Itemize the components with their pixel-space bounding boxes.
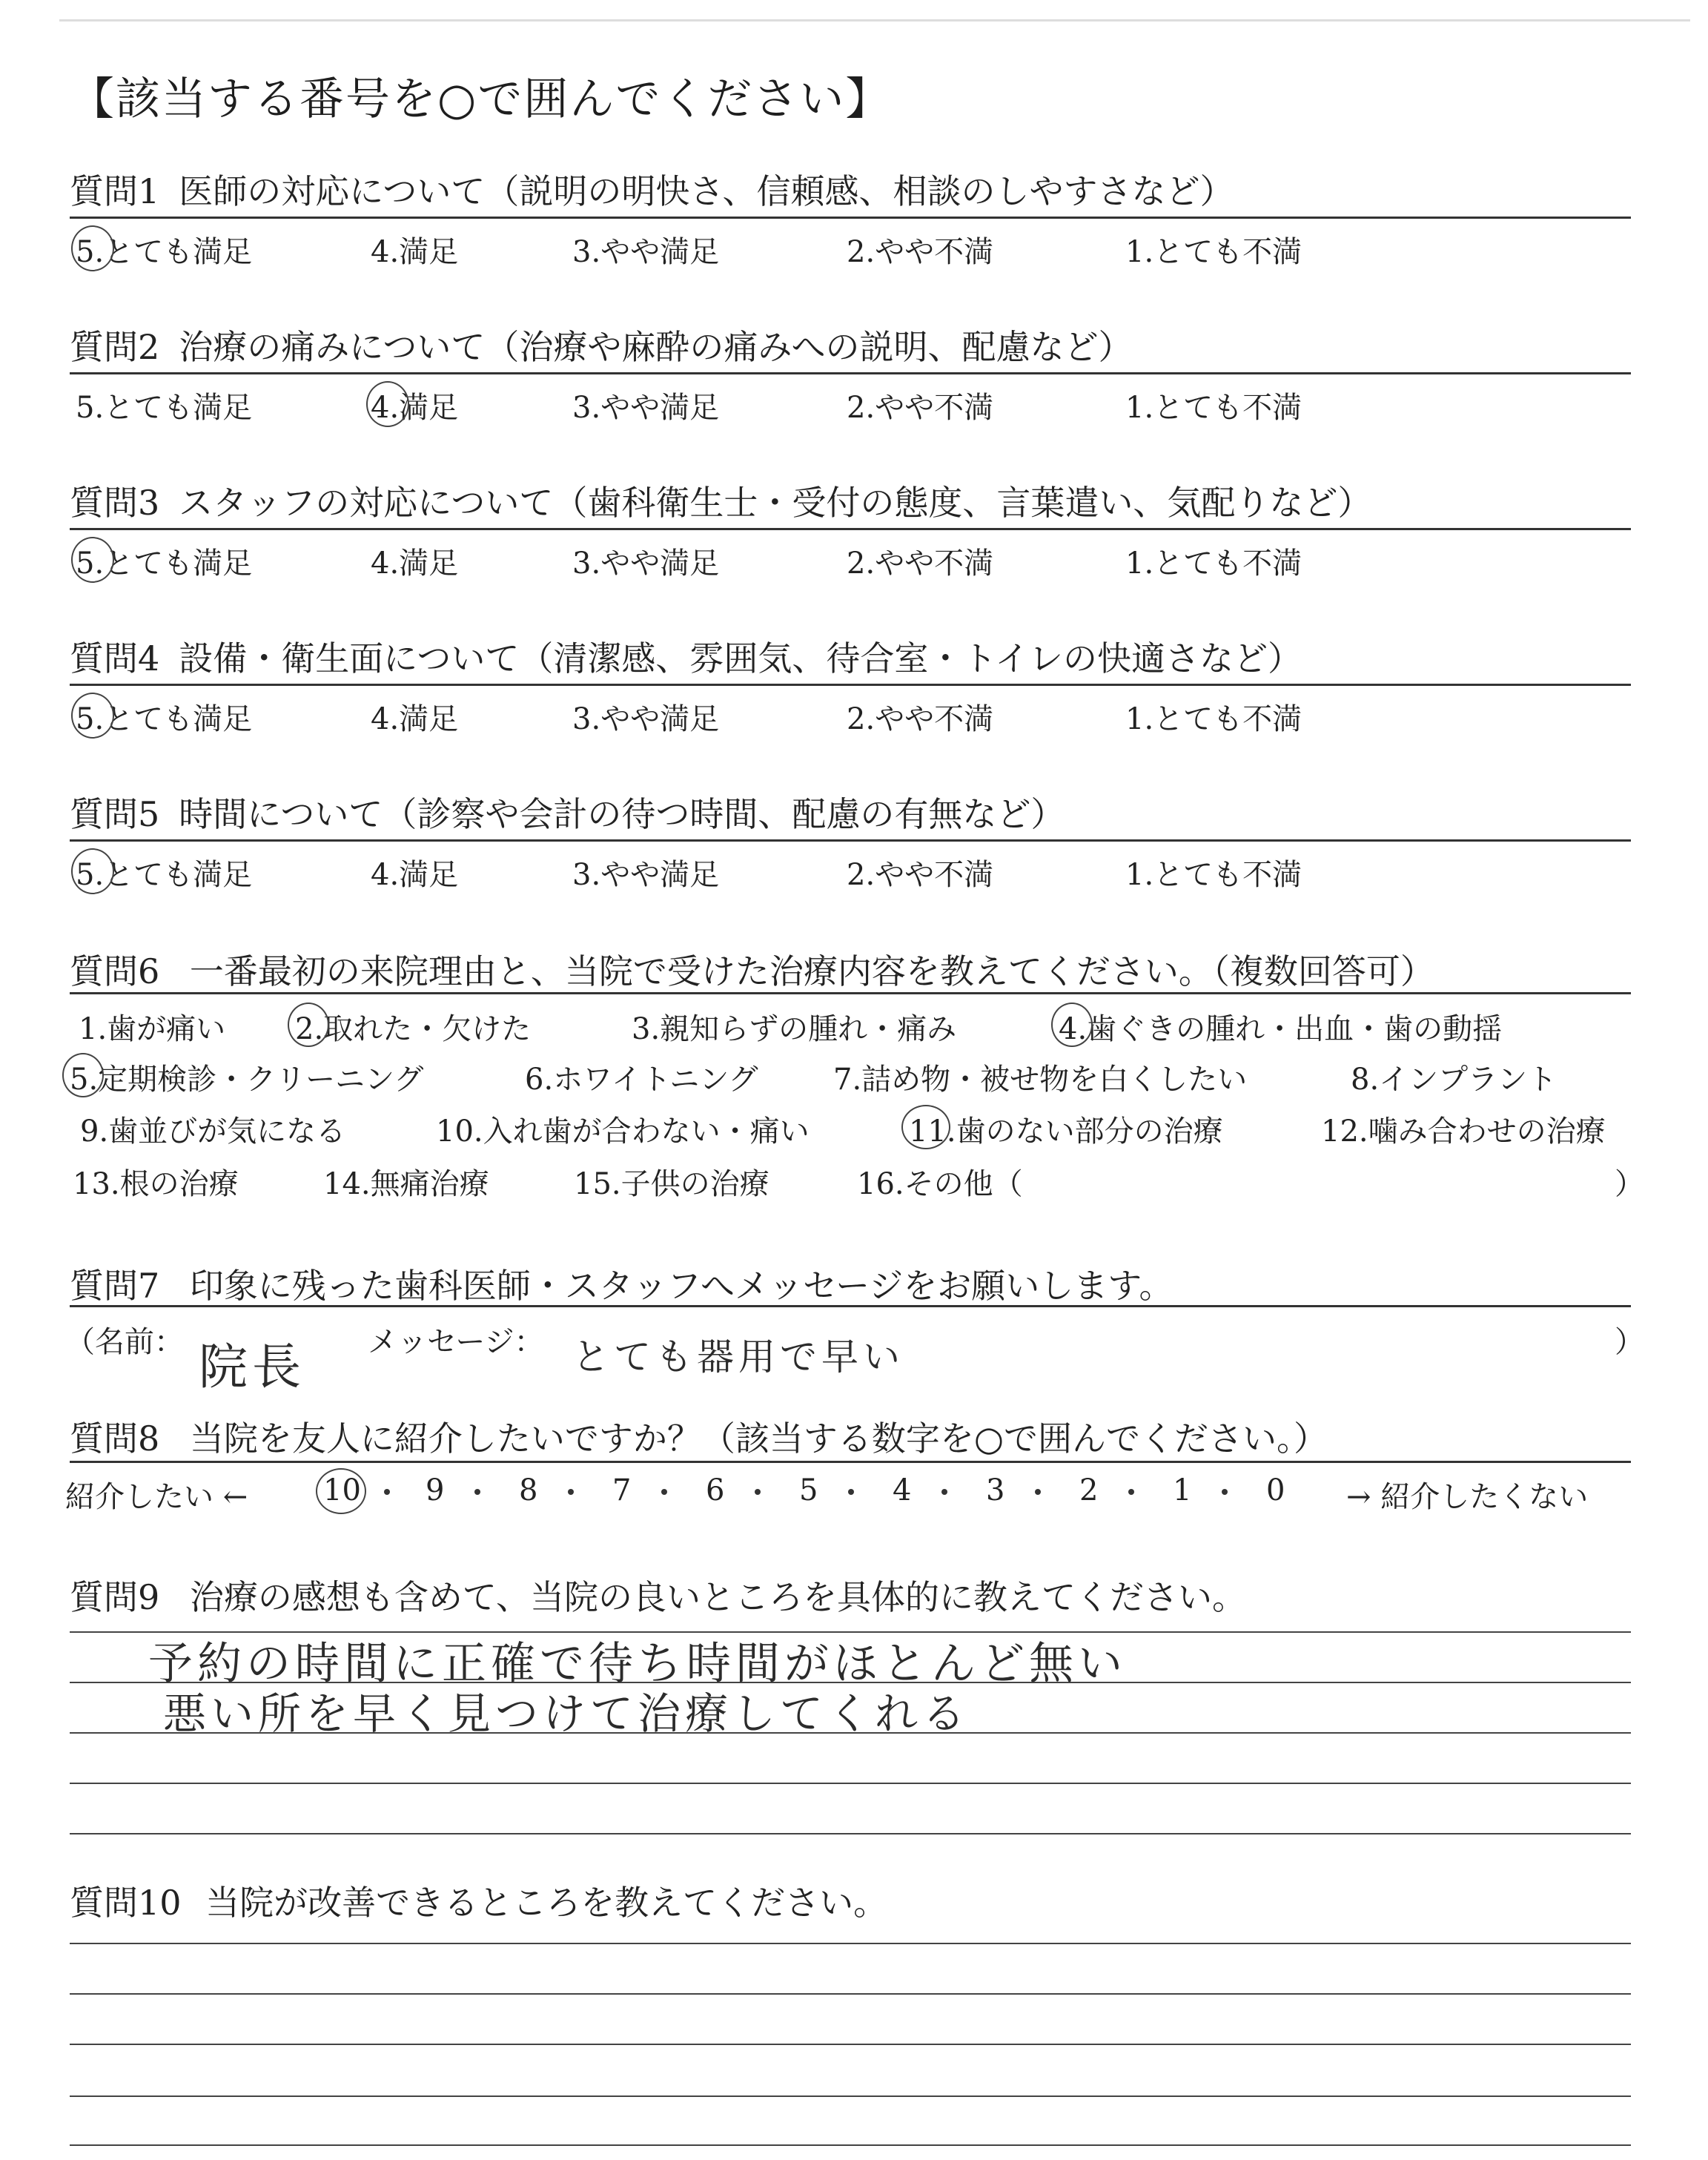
q7-heading: [70, 1259, 1174, 1308]
q8-scale-separator: [941, 1489, 947, 1495]
q2-option[interactable]: 2.やや不満: [847, 391, 994, 425]
q6-label: 質問6: [70, 951, 160, 991]
q1-option[interactable]: 4.満足: [371, 235, 459, 269]
selection-circle: [62, 1053, 104, 1097]
q6-option[interactable]: 12.噛み合わせの治療: [1321, 1114, 1606, 1149]
q3-text: スタッフの対応について（歯科衛生士・受付の態度、言葉遣い、気配りなど）: [179, 483, 1372, 523]
selection-circle: [316, 1468, 366, 1514]
q5-option[interactable]: 2.やや不満: [847, 858, 994, 892]
q8-scale-value[interactable]: 5: [799, 1473, 818, 1507]
q6-option[interactable]: 6.ホワイトニング: [525, 1063, 758, 1097]
q8-scale-separator: [1222, 1489, 1228, 1495]
q8-scale-value[interactable]: 10: [323, 1473, 361, 1507]
q6-option[interactable]: 13.根の治療: [73, 1167, 239, 1201]
q4-heading: [70, 632, 1302, 681]
q6-heading: [70, 945, 1434, 994]
q8-scale-value[interactable]: 2: [1079, 1473, 1099, 1507]
q3-heading: [70, 476, 1371, 525]
q6-option[interactable]: 5.定期検診・クリーニング: [70, 1063, 424, 1097]
q8-rule: [70, 1461, 1631, 1463]
q8-scale-separator: [1035, 1489, 1041, 1495]
q3-option[interactable]: 3.やや満足: [572, 546, 720, 581]
q7-name-label: （名前：: [65, 1325, 184, 1359]
q1-heading: [70, 165, 1234, 214]
q1-option[interactable]: 5.とても満足: [76, 235, 253, 269]
page-top-edge: [59, 19, 1690, 22]
q6-option[interactable]: 11.歯のない部分の治療: [909, 1114, 1223, 1149]
q10-heading: [70, 1876, 887, 1925]
q8-scale-value[interactable]: 1: [1173, 1473, 1192, 1507]
q3-option[interactable]: 2.やや不満: [847, 546, 994, 581]
selection-circle: [366, 381, 409, 427]
q2-rule: [70, 372, 1631, 374]
q7-rule: [70, 1305, 1631, 1307]
q10-answer-line: [70, 1993, 1631, 1995]
q6-option[interactable]: 15.子供の治療: [574, 1167, 769, 1201]
q6-option[interactable]: 16.その他（: [857, 1167, 1023, 1201]
q7-message-value: とても器用で早い: [572, 1335, 904, 1378]
q4-rule: [70, 684, 1631, 686]
q4-option[interactable]: 5.とても満足: [76, 702, 253, 736]
q9-heading: [70, 1571, 1246, 1619]
q6-option[interactable]: 2.取れた・欠けた: [295, 1012, 532, 1046]
q6-text: 一番最初の来院理由と、当院で受けた治療内容を教えてください。（複数回答可）: [189, 951, 1434, 991]
selection-circle: [71, 693, 114, 739]
q10-answer-line: [70, 1943, 1631, 1944]
q7-name-value: 院長: [199, 1338, 305, 1396]
q8-heading: [70, 1412, 1328, 1461]
q7-close: ）: [1615, 1325, 1644, 1359]
q4-option[interactable]: 1.とても不満: [1125, 702, 1302, 736]
q8-scale-value[interactable]: 0: [1266, 1473, 1285, 1507]
q1-text: 医師の対応について（説明の明快さ、信頼感、相談のしやすさなど）: [179, 171, 1234, 211]
q7-label: 質問7: [70, 1266, 160, 1306]
q3-option[interactable]: 5.とても満足: [76, 546, 253, 581]
q2-text: 治療の痛みについて（治療や麻酔の痛みへの説明、配慮など）: [179, 327, 1133, 367]
q5-rule: [70, 839, 1631, 842]
q7-message-label: メッセージ：: [368, 1325, 544, 1359]
q1-option[interactable]: 2.やや不満: [847, 235, 994, 269]
q8-scale-separator: [384, 1489, 390, 1495]
q2-option[interactable]: 1.とても不満: [1125, 391, 1302, 425]
q8-scale-value[interactable]: 6: [706, 1473, 725, 1507]
q4-option[interactable]: 4.満足: [371, 702, 459, 736]
q4-label: 質問4: [70, 638, 160, 678]
q2-heading: [70, 320, 1132, 369]
q6-option[interactable]: 7.詰め物・被せ物を白くしたい: [833, 1063, 1248, 1097]
q9-answer-text: 予約の時間に正確で待ち時間がほとんど無い: [148, 1638, 1127, 1690]
q8-scale-separator: [568, 1489, 574, 1495]
selection-circle: [901, 1105, 950, 1149]
q8-scale-value[interactable]: 9: [426, 1473, 445, 1507]
q5-text: 時間について（診察や会計の待つ時間、配慮の有無など）: [179, 794, 1065, 834]
q5-option[interactable]: 5.とても満足: [76, 858, 253, 892]
instruction-heading: 【該当する番号を○で囲んでください】: [70, 73, 892, 125]
q3-option[interactable]: 4.満足: [371, 546, 459, 581]
q2-option[interactable]: 4.満足: [371, 391, 459, 425]
q6-option[interactable]: 14.無痛治療: [323, 1167, 489, 1201]
q9-answer-line: [70, 1833, 1631, 1834]
q8-scale-separator: [1128, 1489, 1134, 1495]
q2-option[interactable]: 3.やや満足: [572, 391, 720, 425]
q8-text: 当院を友人に紹介したいですか？（該当する数字を○で囲んでください。）: [189, 1418, 1328, 1459]
q9-answer-line: [70, 1783, 1631, 1784]
q8-scale-separator: [474, 1489, 480, 1495]
q9-label: 質問9: [70, 1577, 160, 1617]
q9-text: 治療の感想も含めて、当院の良いところを具体的に教えてください。: [189, 1577, 1246, 1617]
q8-right-label: → 紹介したくない: [1346, 1480, 1589, 1514]
q6-option[interactable]: 9.歯並びが気になる: [80, 1114, 346, 1149]
q1-label: 質問1: [70, 171, 160, 211]
selection-circle: [71, 848, 114, 894]
q6-option[interactable]: 4.歯ぐきの腫れ・出血・歯の動揺: [1059, 1012, 1503, 1046]
q8-scale-value[interactable]: 3: [986, 1473, 1005, 1507]
q10-label: 質問10: [70, 1883, 182, 1923]
q9-answer-text: 悪い所を早く見つけて治療してくれる: [163, 1688, 970, 1739]
q6-option[interactable]: 10.入れ歯が合わない・痛い: [436, 1114, 810, 1149]
q1-option[interactable]: 3.やや満足: [572, 235, 720, 269]
selection-circle: [71, 537, 114, 583]
q4-option[interactable]: 2.やや不満: [847, 702, 994, 736]
q8-scale-separator: [661, 1489, 667, 1495]
q6-option[interactable]: 8.インプラント: [1351, 1063, 1558, 1097]
selection-circle: [71, 225, 114, 271]
q3-label: 質問3: [70, 483, 160, 523]
q3-rule: [70, 528, 1631, 530]
q6-option[interactable]: 1.歯が痛い: [79, 1012, 226, 1046]
selection-circle: [288, 1003, 329, 1047]
q1-option[interactable]: 1.とても不満: [1125, 235, 1302, 269]
q7-text: 印象に残った歯科医師・スタッフへメッセージをお願いします。: [189, 1266, 1174, 1306]
q5-heading: [70, 787, 1065, 836]
q10-answer-line: [70, 2095, 1631, 2097]
q5-option[interactable]: 1.とても不満: [1125, 858, 1302, 892]
selection-circle: [1051, 1003, 1093, 1047]
q5-label: 質問5: [70, 794, 160, 834]
q10-text: 当院が改善できるところを教えてください。: [205, 1883, 888, 1923]
q1-rule: [70, 217, 1631, 219]
q3-option[interactable]: 1.とても不満: [1125, 546, 1302, 581]
q8-scale-separator: [848, 1489, 854, 1495]
q4-text: 設備・衛生面について（清潔感、雰囲気、待合室・トイレの快適さなど）: [179, 638, 1302, 678]
q5-option[interactable]: 3.やや満足: [572, 858, 720, 892]
q4-option[interactable]: 3.やや満足: [572, 702, 720, 736]
q6-other-close: ）: [1615, 1167, 1644, 1201]
q6-option[interactable]: 3.親知らずの腫れ・痛み: [632, 1012, 957, 1046]
q10-answer-line: [70, 2144, 1631, 2146]
q8-scale-value[interactable]: 4: [893, 1473, 912, 1507]
q8-left-label: 紹介したい ←: [65, 1480, 248, 1514]
q5-option[interactable]: 4.満足: [371, 858, 459, 892]
q2-option[interactable]: 5.とても満足: [76, 391, 253, 425]
q2-label: 質問2: [70, 327, 160, 367]
q8-label: 質問8: [70, 1418, 160, 1459]
q10-answer-line: [70, 2044, 1631, 2045]
q8-scale-value[interactable]: 7: [612, 1473, 632, 1507]
q8-scale-value[interactable]: 8: [519, 1473, 538, 1507]
q6-rule: [70, 992, 1631, 994]
q8-scale-separator: [755, 1489, 761, 1495]
